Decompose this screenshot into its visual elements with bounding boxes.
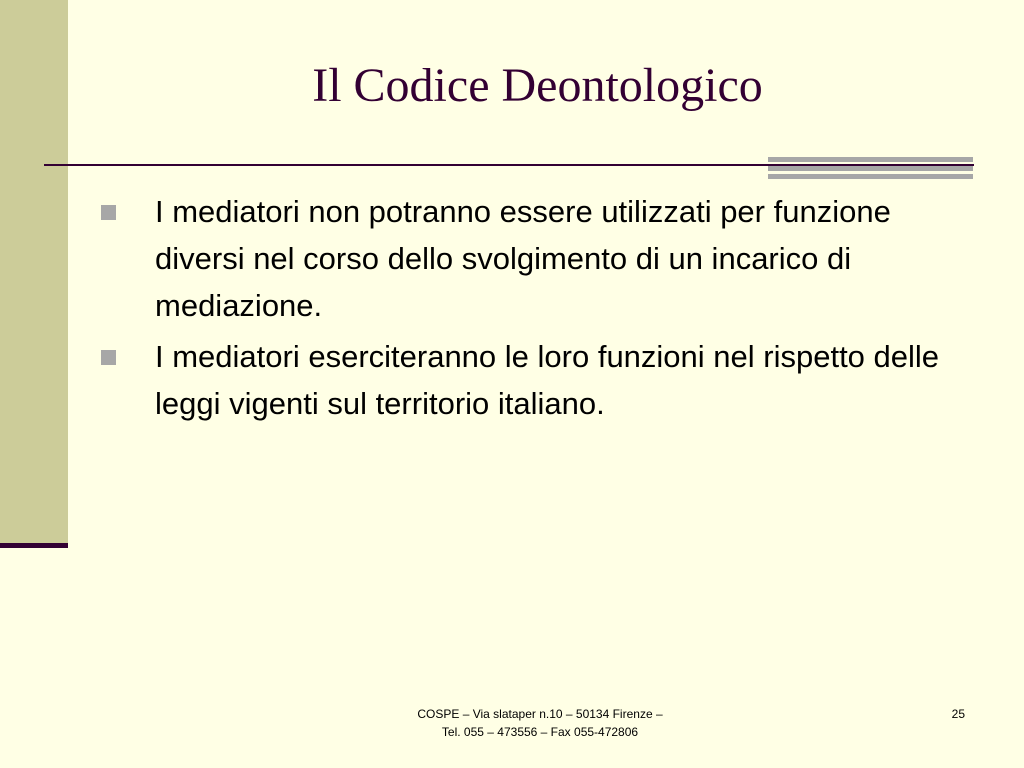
bullet-item bbox=[98, 188, 978, 329]
accent-lines bbox=[768, 157, 973, 179]
bullet-list bbox=[98, 188, 978, 431]
left-bar-underline bbox=[0, 543, 68, 548]
footer-contact bbox=[340, 705, 740, 741]
bullet-text: I mediatori eserciteranno le loro funzioni nel rispetto delle leggi vigenti sul territorio italiano. bbox=[155, 339, 940, 421]
page-number: 25 bbox=[951, 707, 965, 721]
square-bullet-icon bbox=[101, 205, 116, 220]
slide-title: Il Codice Deontologico bbox=[312, 59, 763, 112]
square-bullet-icon bbox=[101, 350, 116, 365]
bullet-text: I mediatori non potranno essere utilizzati per funzione diversi nel corso dello svolgimento di un incarico di mediazione. bbox=[155, 194, 891, 323]
accent-line bbox=[768, 166, 973, 171]
footer-line-address: COSPE – Via slataper n.10 – 50134 Firenze – bbox=[417, 707, 663, 721]
bullet-item bbox=[98, 333, 978, 427]
accent-line bbox=[768, 157, 973, 162]
accent-line bbox=[768, 174, 973, 179]
footer-line-phone: Tel. 055 – 473556 – Fax 055-472806 bbox=[441, 725, 639, 739]
